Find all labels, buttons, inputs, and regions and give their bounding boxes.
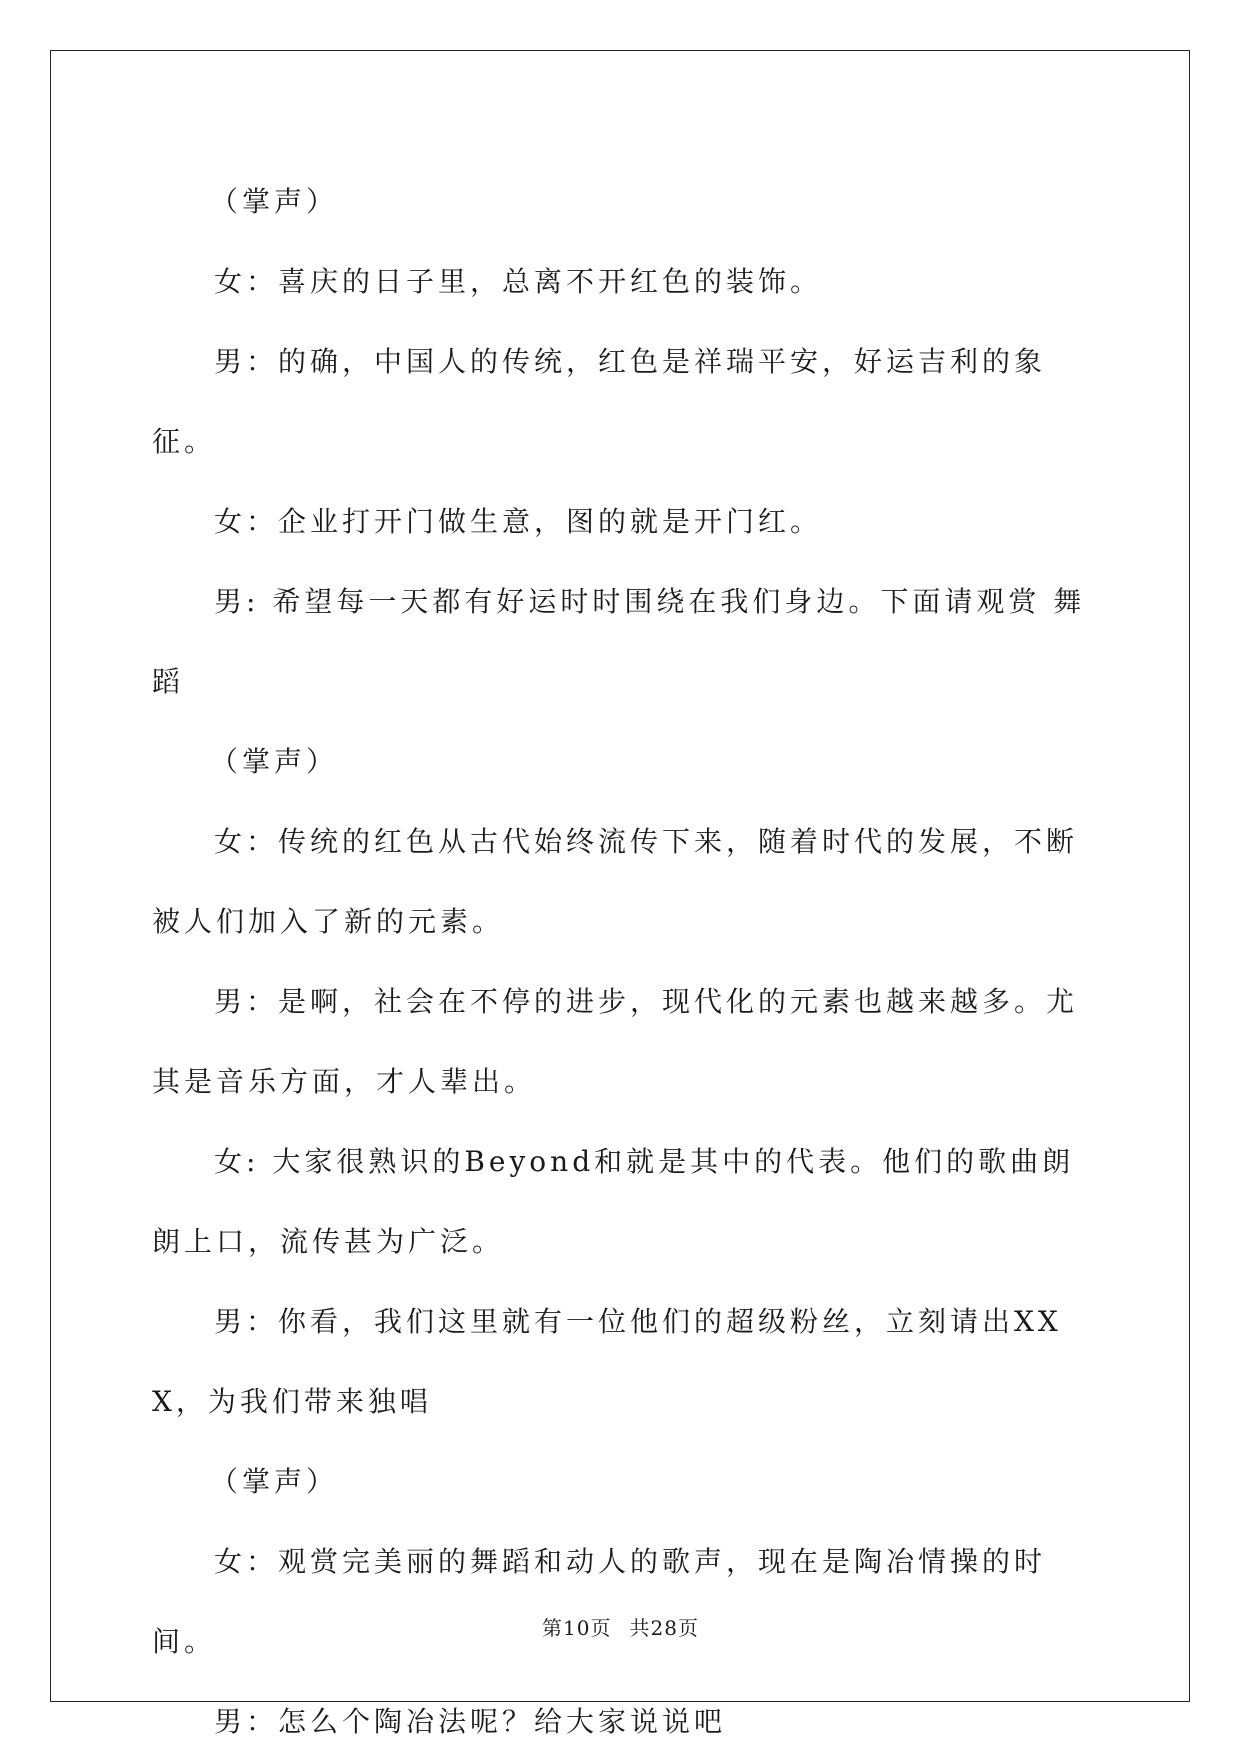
page-number-current: 第10页 <box>542 1616 612 1640</box>
stage-direction: （掌声） <box>210 745 339 778</box>
dialogue-line: 男：怎么个陶冶法呢？给大家说说吧 <box>214 1705 727 1738</box>
dialogue-line: 女: 大家很熟识的Beyond和就是其中的代表。他们的歌曲朗朗上口，流传甚为广泛。 <box>152 1145 1075 1258</box>
dialogue-line: 女：企业打开门做生意，图的就是开门红。 <box>214 505 823 538</box>
document-body <box>152 162 1092 1762</box>
dialogue-line: 女：喜庆的日子里，总离不开红色的装饰。 <box>214 265 823 298</box>
stage-direction: （掌声） <box>210 1465 339 1498</box>
dialogue-line: 男：是啊，社会在不停的进步，现代化的元素也越来越多。尤其是音乐方面，才人辈出。 <box>152 985 1079 1098</box>
page-footer <box>0 1612 1241 1641</box>
dialogue-line: 男：你看，我们这里就有一位他们的超级粉丝，立刻请出XXX，为我们带来独唱 <box>152 1305 1062 1418</box>
dialogue-line: 女：观赏完美丽的舞蹈和动人的歌声，现在是陶冶情操的时间。 <box>152 1545 1047 1658</box>
stage-direction: （掌声） <box>210 185 339 218</box>
dialogue-line: 男：的确，中国人的传统，红色是祥瑞平安，好运吉利的象征。 <box>152 345 1047 458</box>
dialogue-line: 男: 希望每一天都有好运时时围绕在我们身边。下面请观赏 舞蹈 <box>152 585 1086 698</box>
dialogue-line: 女：传统的红色从古代始终流传下来，随着时代的发展，不断被人们加入了新的元素。 <box>152 825 1079 938</box>
page-number-total: 共28页 <box>629 1616 699 1640</box>
